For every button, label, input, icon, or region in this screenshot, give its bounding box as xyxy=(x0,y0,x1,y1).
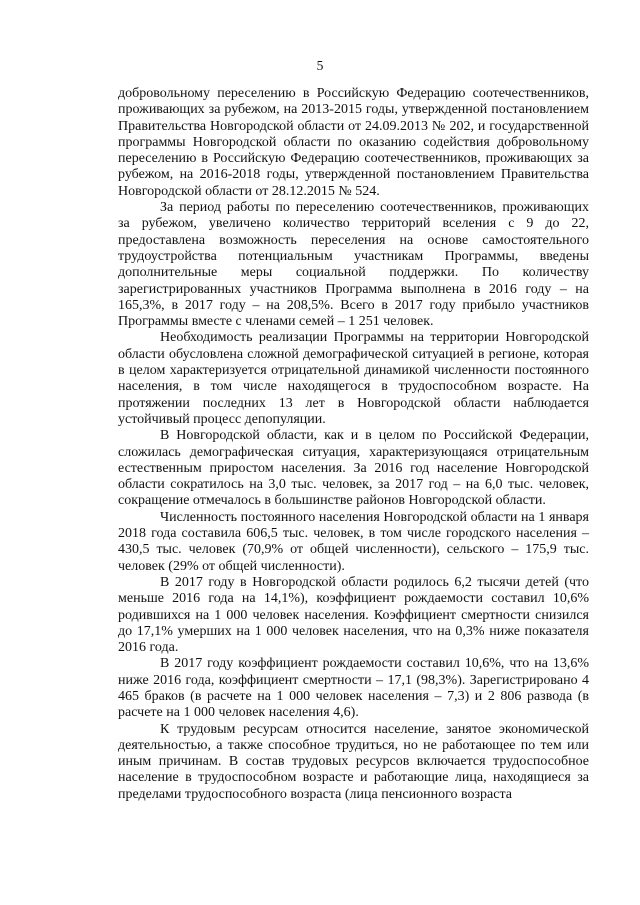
paragraph-rates-marriages: В 2017 году коэффициент рождаемости составил 10,6%, что на 13,6% ниже 2016 года, коэффициент смертности – 17,1 (98,3%). Зарегистрировано 4 465 браков (в расчете на 1 000 человек населения – 7,3) и 2 806 развода (в расчете на 1 000 человек населения 4,6). xyxy=(118,656,589,721)
paragraph-population-count: Численность постоянного населения Новгородской области на 1 января 2018 года составила 606,5 тыс. человек, в том числе городского населения – 430,5 тыс. человек (70,9% от общей численности), сельского – 175,9 тыс. человек (29% от общей численности). xyxy=(118,509,589,574)
paragraph-program-necessity: Необходимость реализации Программы на территории Новгородской области обусловлена сложной демографической ситуацией в регионе, которая в целом характеризуется отрицательной динамикой численности постоянного населения, в том числе находящегося в трудоспособном возрасте. На протяжении последних 13 лет в Новгородской области наблюдается устойчивый процесс депопуляции. xyxy=(118,330,589,427)
paragraph-labor-resources: К трудовым ресурсам относится население, занятое экономической деятельностью, а также способное трудиться, но не работающее по тем или иным причинам. В состав трудовых ресурсов включается трудоспособное население в трудоспособном возрасте и работающие лица, находящиеся за пределами трудоспособного возраста (лица пенсионного возраста xyxy=(118,721,589,802)
document-body xyxy=(118,86,589,803)
paragraph-resettlement-results: За период работы по переселению соотечественников, проживающих за рубежом, увеличено количество территорий вселения с 9 до 22, предоставлена возможность переселения на основе самостоятельного трудоустройства потенциальным участникам Программы, введены дополнительные меры социальной поддержки. По количеству зарегистрированных участников Программа выполнена в 2016 году – на 165,3%, в 2017 году – на 208,5%. Всего в 2017 году прибыло участников Программы вместе с членами семей – 1 251 человек. xyxy=(118,200,589,330)
paragraph-continuation: добровольному переселению в Российскую Федерацию соотечественников, проживающих за рубежом, на 2013-2015 годы, утвержденной постановлением Правительства Новгородской области от 24.09.2013 № 202, и государственной программы Новгородской области по оказанию содействия добровольному переселению в Российскую Федерацию соотечественников, проживающих за рубежом, на 2016-2018 годы, утвержденной постановлением Правительства Новгородской области от 28.12.2015 № 524. xyxy=(118,86,589,199)
page-number: 5 xyxy=(316,58,324,73)
paragraph-births-deaths: В 2017 году в Новгородской области родилось 6,2 тысячи детей (что меньше 2016 года на 14,1%), коэффициент рождаемости составил 10,6% родившихся на 1 000 человек населения. Коэффициент смертности снизился до 17,1% умерших на 1 000 человек населения, что на 0,3% ниже показателя 2016 года. xyxy=(118,574,589,656)
paragraph-demographic-situation: В Новгородской области, как и в целом по Российской Федерации, сложилась демографическая ситуация, характеризующаяся отрицательным естественным приростом населения. За 2016 год население Новгородской области сократилось на 3,0 тыс. человек, за 2017 год – на 6,0 тыс. человек, сокращение отмечалось в большинстве районов Новгородской области. xyxy=(118,428,589,509)
